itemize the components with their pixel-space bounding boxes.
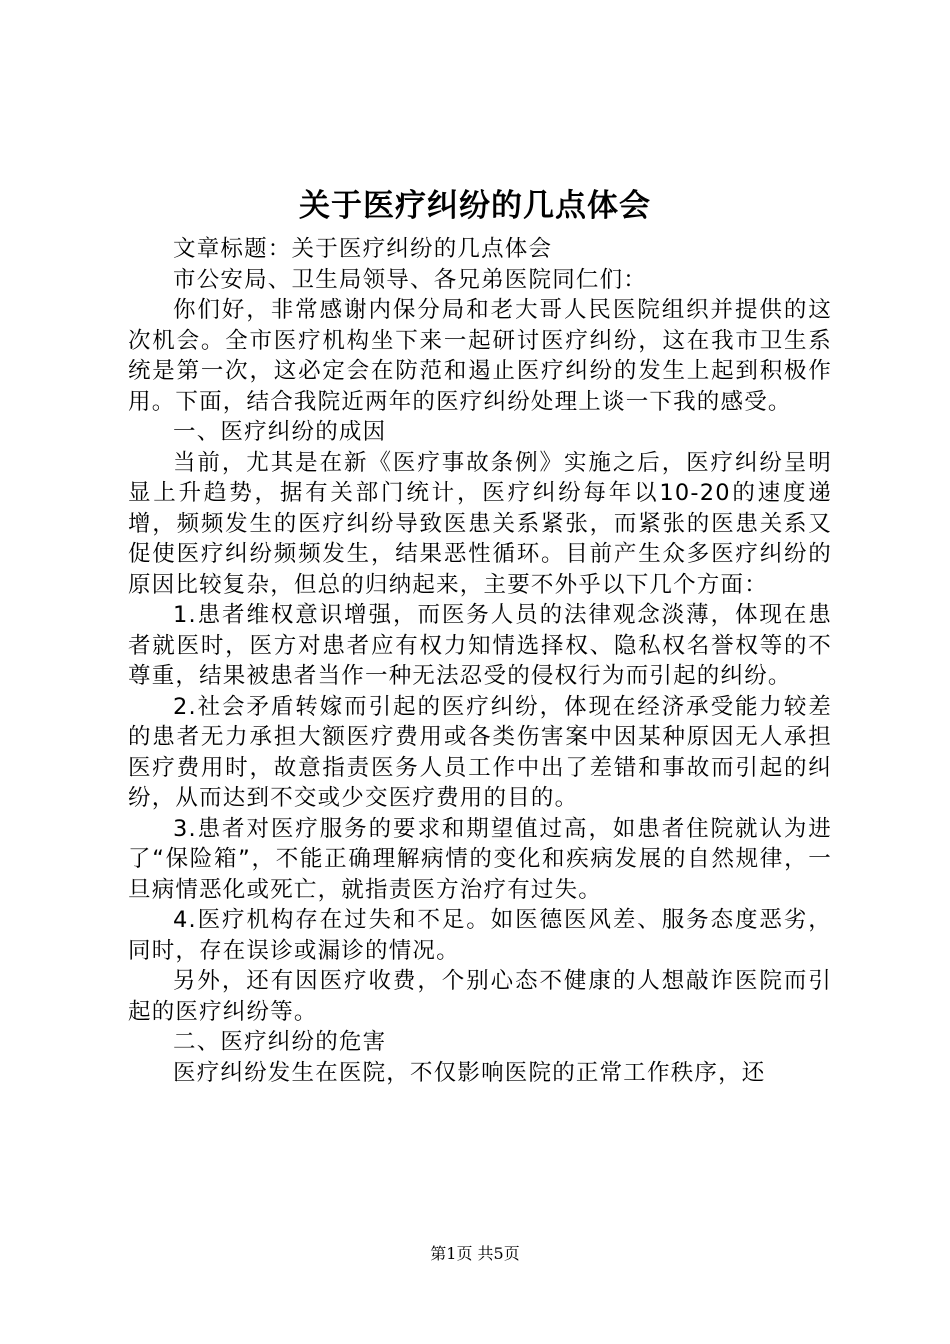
page-number-footer: 第1页 共5页 (430, 1244, 520, 1263)
paragraph-cause-other: 另外，还有因医疗收费，个别心态不健康的人想敲诈医院而引起的医疗纠纷等。 (128, 968, 832, 1025)
paragraph-article-title: 文章标题：关于医疗纠纷的几点体会 (173, 236, 553, 262)
paragraph-cause-3: 3.患者对医疗服务的要求和期望值过高，如患者住院就认为进了“保险箱”，不能正确理解病情的变化和疾病发展的自然规律，一旦病情恶化或死亡，就指责医方治疗有过失。 (128, 815, 832, 903)
document-body (128, 234, 832, 1088)
paragraph-cause-2: 2.社会矛盾转嫁而引起的医疗纠纷，体现在经济承受能力较差的患者无力承担大额医疗费用或各类伤害案中因某种原因无人承担医疗费用时，故意指责医务人员工作中出了差错和事故而引起的纠纷，从而达到不交或少交医疗费用的目的。 (128, 693, 832, 811)
paragraph-causes-intro: 当前，尤其是在新《医疗事故条例》实施之后，医疗纠纷呈明显上升趋势，据有关部门统计，医疗纠纷每年以10-20的速度递增，频频发生的医疗纠纷导致医患关系紧张，而紧张的医患关系又促使医疗纠纷频频发生，结果恶性循环。目前产生众多医疗纠纷的原因比较复杂，但总的归纳起来，主要不外乎以下几个方面： (128, 449, 832, 598)
paragraph-harms-intro: 医疗纠纷发生在医院，不仅影响医院的正常工作秩序，还 (173, 1059, 766, 1086)
paragraph-salutation: 市公安局、卫生局领导、各兄弟医院同仁们： (173, 266, 648, 293)
paragraph-cause-4: 4.医疗机构存在过失和不足。如医德医风差、服务态度恶劣，同时，存在误诊或漏诊的情况。 (128, 907, 832, 964)
section-heading-harms: 二、医疗纠纷的危害 (173, 1029, 387, 1055)
paragraph-greeting: 你们好，非常感谢内保分局和老大哥人民医院组织并提供的这次机会。全市医疗机构坐下来一起研讨医疗纠纷，这在我市卫生系统是第一次，这必定会在防范和遏止医疗纠纷的发生上起到积极作用。下面，结合我院近两年的医疗纠纷处理上谈一下我的感受。 (128, 297, 832, 415)
section-heading-causes: 一、医疗纠纷的成因 (173, 419, 387, 445)
document-title: 关于医疗纠纷的几点体会 (299, 188, 651, 224)
paragraph-cause-1: 1.患者维权意识增强，而医务人员的法律观念淡薄，体现在患者就医时，医方对患者应有权力知情选择权、隐私权名誉权等的不尊重，结果被患者当作一种无法忍受的侵权行为而引起的纠纷。 (128, 602, 832, 689)
